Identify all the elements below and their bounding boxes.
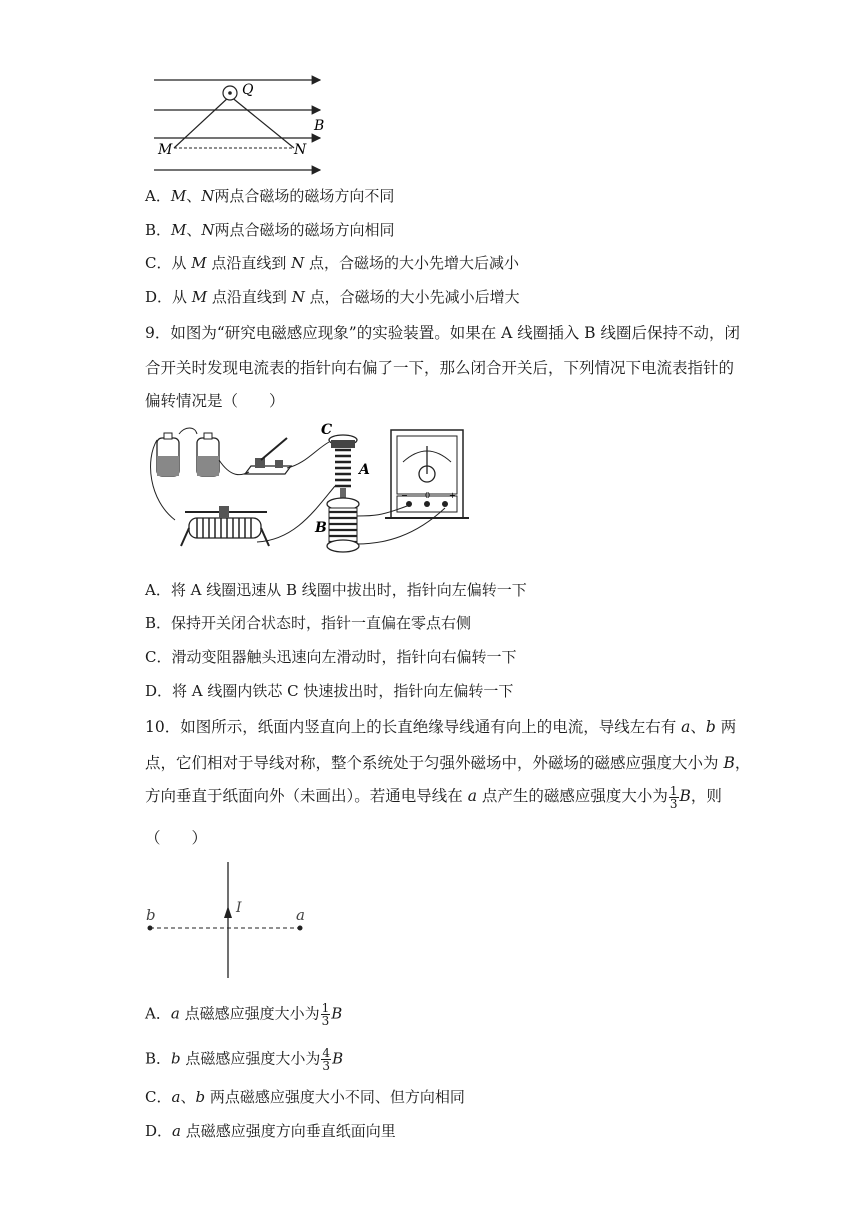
label-a: A: [359, 462, 370, 478]
q10-stem-line-2: 点，它们相对于导线对称，整个系统处于匀强外磁场中，外磁场的磁感应强度大小为 B，: [145, 754, 751, 772]
figure-q9-apparatus: [145, 420, 475, 565]
meter-zero: 0: [425, 491, 431, 500]
switch-icon: [245, 438, 291, 474]
q10-stem-line-1: 10．如图所示，纸面内竖直向上的长直绝缘导线通有向上的电流，导线左右有 a、b 两: [145, 718, 737, 736]
q9-option-c: C．滑动变阻器触头迅速向左滑动时，指针向右偏转一下: [145, 648, 517, 666]
rheostat-icon: [181, 506, 269, 546]
coil-b-icon: [327, 498, 359, 552]
label-q: Q: [242, 82, 254, 98]
q10-option-b: B．b 点磁感应强度大小为 $\frac{4}{3}$ B: [145, 1046, 344, 1073]
point-b: [148, 926, 153, 931]
q8-option-d: D．从 M 点沿直线到 N 点，合磁场的大小先减小后增大: [145, 288, 520, 306]
q10-stem-line-3: 方向垂直于纸面向外（未画出）。若通电导线在 a 点产生的磁感应强度大小为 $\frac{1}{3}$ B，则: [145, 783, 722, 811]
q9-stem-line-1: 9．如图为“研究电磁感应现象”的实验装置。如果在 A 线圈插入 B 线圈后保持不动，闭: [145, 324, 741, 342]
triangle-side: [230, 96, 294, 148]
q9-stem-line-2: 合开关时发现电流表的指针向右偏了一下，那么闭合开关后，下列情况下电流表指针的: [145, 359, 735, 377]
q10-option-d: D．a 点磁感应强度方向垂直纸面向里: [145, 1122, 396, 1140]
figure-q10-wire: [140, 860, 320, 982]
q8-option-a: A．M、N两点合磁场的磁场方向不同: [145, 187, 395, 205]
label-i: I: [236, 900, 242, 916]
q8-option-c: C．从 M 点沿直线到 N 点，合磁场的大小先增大后减小: [145, 254, 520, 272]
q9-stem-line-3: 偏转情况是（ ）: [145, 392, 285, 410]
current-arrow-icon: [224, 906, 232, 918]
triangle-side: [174, 96, 230, 148]
label-b-field: B: [314, 118, 325, 134]
point-a: [298, 926, 303, 931]
galvanometer-icon: [385, 430, 469, 518]
q9-option-b: B．保持开关闭合状态时，指针一直偏在零点右侧: [145, 614, 472, 632]
label-m: M: [158, 142, 173, 158]
meter-plus: +: [449, 491, 456, 500]
q10-stem-line-4: （ ）: [145, 829, 208, 847]
q10-option-c: C．a、b 两点磁感应强度大小不同、但方向相同: [145, 1088, 465, 1106]
fraction-one-third: $\frac{1}{3}$: [321, 1001, 330, 1028]
label-n: N: [294, 142, 307, 158]
label-b: B: [315, 520, 327, 536]
fraction-four-thirds: $\frac{4}{3}$: [322, 1046, 331, 1073]
fraction-one-third: $\frac{1}{3}$: [669, 783, 678, 811]
label-c: C: [321, 422, 333, 438]
figure-q8-magnetic-field: [148, 70, 338, 180]
meter-minus: −: [401, 491, 408, 500]
label-a-point: a: [296, 906, 305, 924]
battery-icon: [197, 433, 219, 476]
q9-option-a: A．将 A 线圈迅速从 B 线圈中拔出时，指针向左偏转一下: [145, 581, 527, 599]
q8-option-b: B．M、N两点合磁场的磁场方向相同: [145, 221, 395, 239]
battery-icon: [157, 433, 179, 476]
label-b-point: b: [146, 906, 156, 924]
q10-option-a: A．a 点磁感应强度大小为 $\frac{1}{3}$ B: [145, 1001, 343, 1028]
q9-option-d: D．将 A 线圈内铁芯 C 快速拔出时，指针向左偏转一下: [145, 682, 514, 700]
